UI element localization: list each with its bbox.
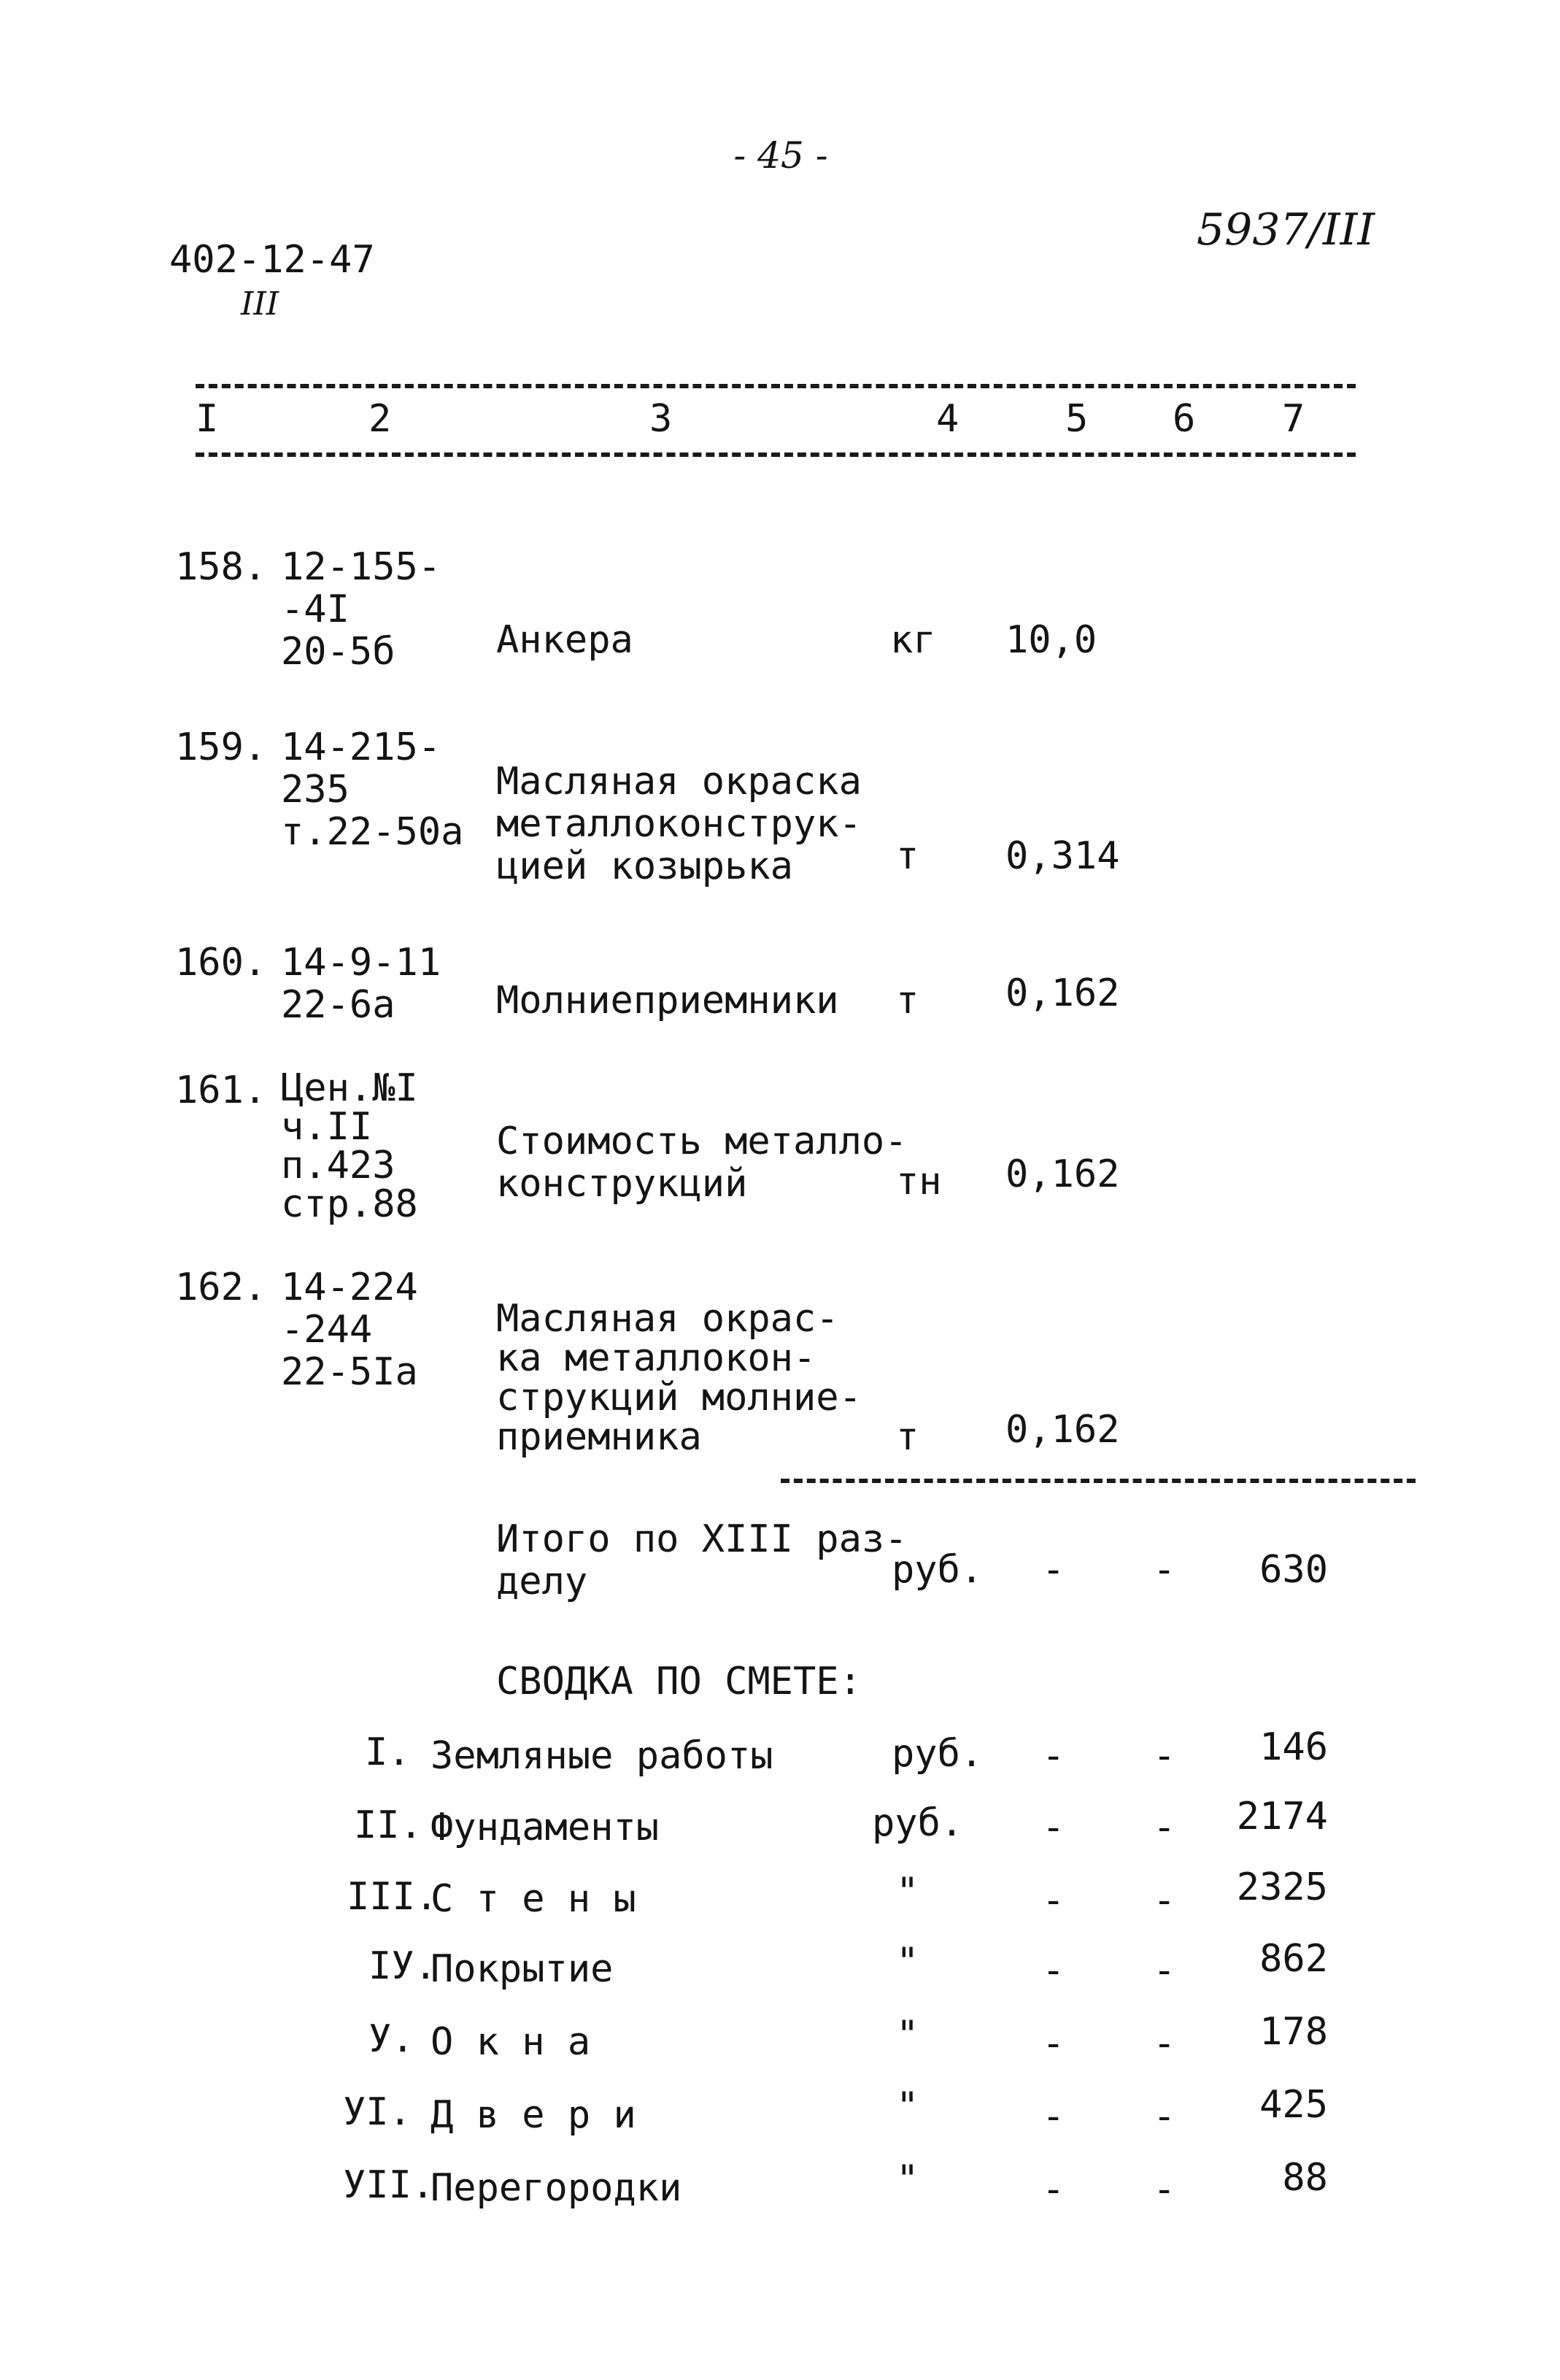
table-row-code: Цен.№I ч.II п.423 стр.88 [281,1066,418,1226]
column-header-6: 6 [1173,397,1196,441]
summary-item-col6: - [1153,2022,1176,2065]
table-row-qty: 0,162 [1005,971,1120,1015]
summary-item-label: О к н а [430,2020,591,2064]
table-row-number: 162. [175,1266,267,1309]
total-divider [781,1479,1416,1483]
summary-item-number: УII. [343,2163,435,2207]
summary-item-col6: - [1153,1734,1176,1778]
header-top-divider [196,384,1356,388]
document-code-sub: III [241,285,279,323]
section-total-col6: - [1153,1548,1176,1592]
summary-item-col6: - [1153,1806,1176,1849]
summary-item-value: 88 [1282,2156,1328,2200]
table-row-name: Масляная окрас- ка металлокон- струкций молние- приемника [496,1297,862,1459]
summary-item-label: С т е н ы [430,1877,636,1921]
column-header-7: 7 [1282,397,1305,441]
summary-item-col6: - [1153,2168,1176,2211]
column-header-3: 3 [649,397,673,441]
table-row-qty: 0,162 [1005,1408,1120,1452]
section-total-value: 630 [1259,1548,1328,1592]
summary-item-col5: - [1042,1734,1065,1778]
table-row-qty: 10,0 [1005,618,1097,662]
table-row-name: Анкера [496,618,633,662]
column-header-2: 2 [368,397,392,441]
table-row-unit: т [896,1415,919,1459]
table-row-unit: тн [896,1160,942,1204]
summary-item-number: У. [368,2017,414,2061]
summary-item-unit: " [896,1870,919,1914]
summary-item-value: 178 [1259,2010,1328,2054]
summary-item-number: УI. [343,2090,412,2134]
header-bottom-divider [196,452,1356,457]
page-number: - 45 - [733,134,828,177]
table-row-number: 161. [175,1068,267,1112]
summary-heading: СВОДКА ПО СМЕТЕ: [496,1660,862,1703]
table-row-qty: 0,314 [1005,834,1120,878]
summary-item-number: IУ. [368,1944,437,1988]
archive-mark: 5937/III [1197,204,1375,255]
summary-item-unit: руб. [892,1732,984,1776]
table-row-name: Молниеприемники [496,979,839,1023]
column-header-4: 4 [936,397,959,441]
summary-item-col5: - [1042,2095,1065,2138]
table-row-code: 14-224 -244 22-5Iа [281,1266,418,1394]
summary-item-col5: - [1042,1949,1065,1992]
summary-item-unit: " [896,2013,919,2057]
summary-item-col5: - [1042,1879,1065,1922]
summary-item-label: Д в е р и [430,2093,636,2137]
summary-item-value: 2174 [1236,1795,1328,1838]
summary-item-col5: - [1042,1806,1065,1849]
summary-item-col5: - [1042,2022,1065,2065]
summary-item-col6: - [1153,2095,1176,2138]
summary-item-value: 425 [1259,2083,1328,2127]
table-row-code: 14-215- 235 т.22-50а [281,725,464,854]
summary-item-number: III. [347,1875,439,1919]
table-row-code: 14-9-11 22-6а [281,941,441,1027]
summary-item-unit: " [896,2084,919,2128]
table-row-unit: т [896,834,919,878]
table-row-name: Масляная окраска металлоконструк- цией козырька [496,760,862,888]
summary-item-label: Перегородки [430,2166,682,2210]
summary-item-unit: " [896,2157,919,2201]
table-row-name: Стоимость металло- конструкций [496,1120,908,1206]
summary-item-unit: " [896,1940,919,1984]
section-total-unit: руб. [892,1548,984,1592]
summary-item-label: Земляные работы [430,1734,773,1778]
section-total-label: Итого по XIII раз- делу [496,1517,908,1603]
summary-item-number: I. [365,1730,411,1774]
table-row-number: 158. [175,545,267,589]
table-row-number: 159. [175,725,267,769]
table-row-number: 160. [175,941,267,985]
column-header-5: 5 [1065,397,1089,441]
summary-item-value: 146 [1259,1725,1328,1769]
summary-item-value: 2325 [1236,1865,1328,1909]
summary-item-col6: - [1153,1879,1176,1922]
summary-item-label: Фундаменты [430,1806,660,1849]
summary-item-unit: руб. [872,1801,964,1845]
summary-item-value: 862 [1259,1937,1328,1981]
column-header-1: I [196,397,219,441]
summary-item-number: II. [354,1803,422,1847]
table-row-unit: кг [890,618,936,662]
table-row-qty: 0,162 [1005,1152,1120,1196]
table-row-unit: т [896,979,919,1023]
summary-item-label: Покрытие [430,1947,614,1991]
summary-item-col6: - [1153,1949,1176,1992]
section-total-col5: - [1042,1548,1065,1592]
table-row-code: 12-155- -4I 20-5б [281,545,441,674]
document-code: 402-12-47 [169,238,375,282]
summary-item-col5: - [1042,2168,1065,2211]
